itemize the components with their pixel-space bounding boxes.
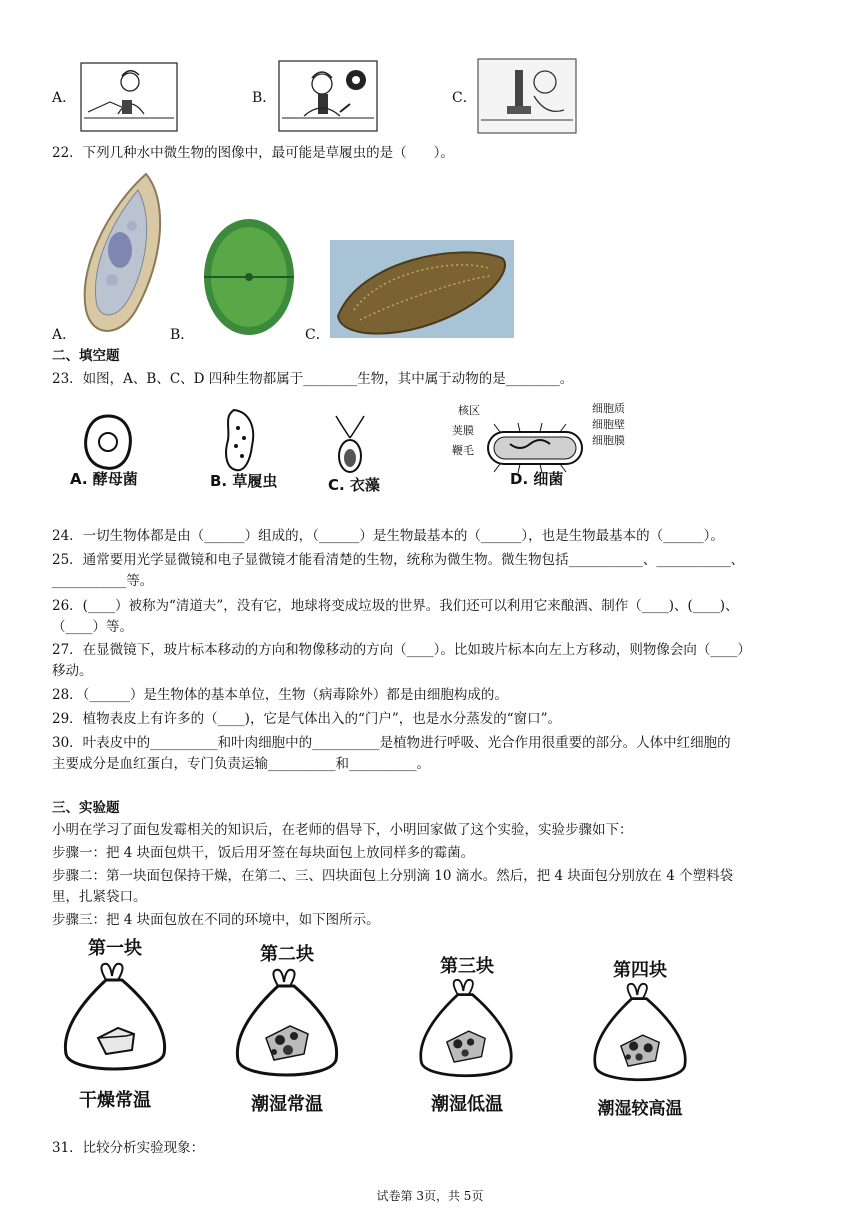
- question-26-line2: （____）等。: [52, 619, 133, 635]
- question-27-line2: 移动。: [52, 663, 93, 679]
- bacterium-part-flagellum: 鞭毛: [452, 444, 474, 457]
- bag-4-condition: 潮湿较高温: [597, 1099, 683, 1119]
- q22-option-a-label: A．: [52, 327, 77, 343]
- q23-microorganism-figure: [70, 400, 630, 500]
- bacterium-part-cytoplasm: 细胞质: [592, 402, 625, 415]
- q22-option-a-paramecium-image: [76, 170, 168, 340]
- question-28: 28．（______）是生物体的基本单位，生物（病毒除外）都是由细胞构成的。: [52, 687, 508, 703]
- question-27-line1: 27．在显微镜下，玻片标本移动的方向和物像移动的方向（____）。比如玻片标本向左上方移动，则物像会向（____）: [52, 642, 751, 658]
- question-31: 31．比较分析实验现象：: [52, 1140, 205, 1156]
- paramecium-label: B. 草履虫: [210, 472, 278, 490]
- yeast-icon: [80, 412, 136, 472]
- bread-bags-figure: [40, 932, 720, 1122]
- bag-4-icon: [588, 982, 692, 1090]
- q22-option-c-label: C．: [305, 327, 330, 343]
- q21-option-b-label: B．: [252, 90, 277, 106]
- section-experiment-title: 三、实验题: [52, 800, 120, 816]
- section-fill-in-blank-title: 二、填空题: [52, 348, 120, 364]
- q21-option-a-image: [80, 62, 178, 132]
- question-30-line1: 30．叶表皮中的__________和叶肉细胞中的__________是植物进行呼吸、光合作用很重要的部分。人体中红细胞的: [52, 735, 731, 751]
- q21-option-a-label: A．: [52, 90, 77, 106]
- bag-1-condition: 干燥常温: [79, 1090, 151, 1111]
- q21-option-c-label: C．: [452, 90, 477, 106]
- experiment-step2-line1: 步骤二：第一块面包保持干燥，在第二、三、四块面包上分别滴 10 滴水。然后，把 4 块面包分别放在 4 个塑料袋: [52, 868, 734, 884]
- question-22: 22．下列几种水中微生物的图像中，最可能是草履虫的是（ ）。: [52, 145, 454, 161]
- chlamydomonas-label: C. 衣藻: [328, 476, 380, 494]
- q22-option-c-image: [330, 240, 514, 338]
- question-23: 23．如图，A、B、C、D 四种生物都属于________生物，其中属于动物的是________。: [52, 371, 574, 387]
- question-25-line1: 25．通常要用光学显微镜和电子显微镜才能看清楚的生物，统称为微生物。微生物包括___________、___________、: [52, 552, 745, 568]
- question-24: 24．一切生物体都是由（______）组成的，（______）是生物最基本的（______），也是生物最基本的（______）。: [52, 528, 724, 544]
- experiment-step3: 步骤三：把 4 块面包放在不同的环境中，如下图所示。: [52, 912, 380, 928]
- q21-option-c-image: [477, 58, 577, 134]
- page-footer: 试卷第 3页，共 5页: [376, 1189, 484, 1203]
- q21-option-b-image: [278, 60, 378, 132]
- bacterium-part-cell-membrane: 细胞膜: [592, 434, 625, 447]
- bag-2-icon: [230, 968, 344, 1086]
- bag-3-condition: 潮湿低温: [431, 1094, 503, 1115]
- bag-1: [40, 932, 190, 1122]
- bag-1-icon: [58, 962, 172, 1080]
- bag-3: [392, 932, 542, 1122]
- bacterium-part-nucleoid: 核区: [458, 404, 480, 417]
- question-30-line2: 主要成分是血红蛋白，专门负责运输__________和__________。: [52, 756, 430, 772]
- bacterium-label: D. 细菌: [510, 470, 564, 488]
- q22-option-b-image: [202, 216, 296, 338]
- question-26-line1: 26．(____）被称为“清道夫”，没有它，地球将变成垃圾的世界。我们还可以利用它来酿酒、制作（____)、(____)、: [52, 598, 739, 614]
- bacterium-icon: [480, 422, 590, 474]
- chlamydomonas-icon: [332, 414, 368, 476]
- bag-3-title: 第三块: [440, 956, 494, 977]
- experiment-step1: 步骤一：把 4 块面包烘干，饭后用牙签在每块面包上放同样多的霉菌。: [52, 845, 475, 861]
- bag-1-title: 第一块: [88, 938, 142, 959]
- experiment-intro: 小明在学习了面包发霉相关的知识后，在老师的倡导下，小明回家做了这个实验，实验步骤如下：: [52, 822, 633, 838]
- bag-4: [560, 932, 720, 1122]
- bag-3-icon: [414, 978, 518, 1086]
- bag-2-condition: 潮湿常温: [251, 1094, 323, 1115]
- bag-2-title: 第二块: [260, 944, 314, 965]
- yeast-label: A. 酵母菌: [70, 470, 138, 488]
- bacterium-part-cell-wall: 细胞壁: [592, 418, 625, 431]
- bag-2: [212, 932, 362, 1122]
- experiment-step2-line2: 里，扎紧袋口。: [52, 889, 147, 905]
- q22-option-b-label: B．: [170, 327, 195, 343]
- paramecium-icon: [220, 406, 260, 476]
- question-29: 29．植物表皮上有许多的（____)，它是气体出入的“门户”，也是水分蒸发的“窗口”。: [52, 711, 562, 727]
- bag-4-title: 第四块: [613, 960, 667, 981]
- bacterium-part-capsule: 荚膜: [452, 424, 474, 437]
- question-25-line2: ___________等。: [52, 573, 154, 589]
